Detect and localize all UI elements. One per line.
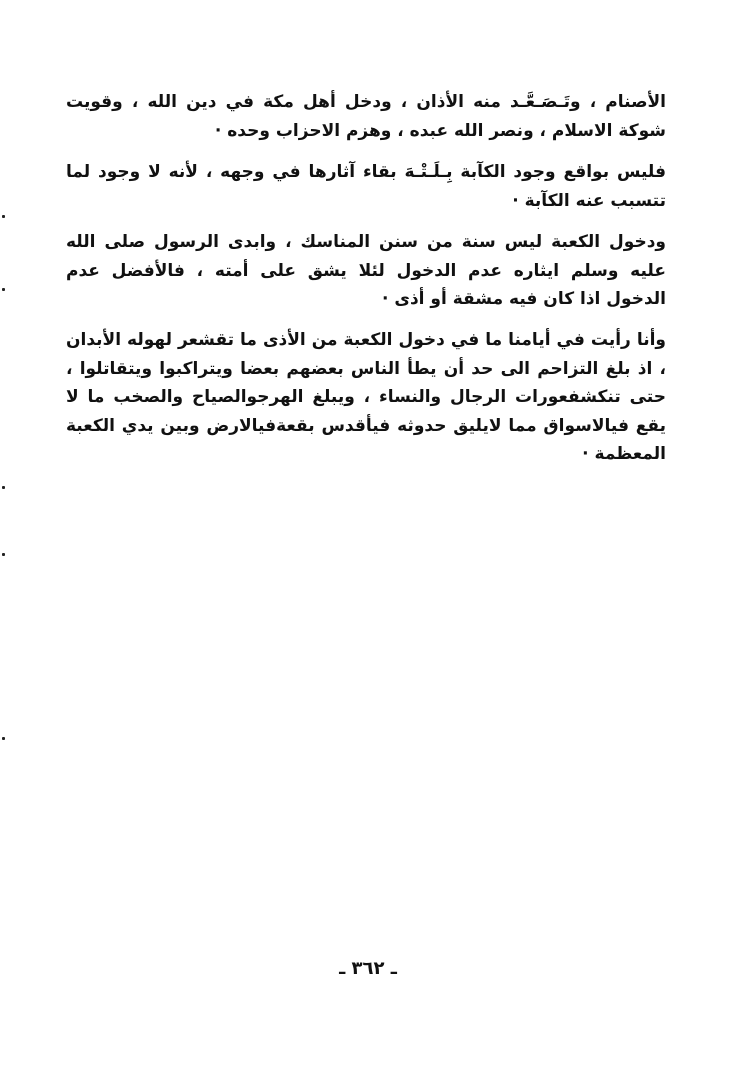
scan-artifact [2,553,5,556]
scan-artifact [2,486,5,489]
scan-artifact [2,737,5,740]
paragraph-3: ودخول الكعبة ليس سنة من سنن المناسك ، وابدى الرسول صلى الله عليه وسلم ايثاره عدم الدخول لئلا يشق على أمته ، فالأفضل عدم الدخول اذا كان فيه مشقة أو أذى · [66,232,666,309]
paragraph-2: فليس بواقع وجود الكآبة بِـلَـتْـهَ بقاء آثارها في وجهه ، لأنه لا وجود لما تتسبب عنه الكآبة · [66,162,666,211]
page-number: ـ ٣٦٢ ـ [339,958,397,979]
scan-artifact [2,288,5,291]
scan-artifact [2,215,5,218]
paragraph-1: الأصنام ، وتَـصَـعَّـد منه الأذان ، ودخل أهل مكة في دين الله ، وقويت شوكة الاسلام ، ونصر الله عبده ، وهزم الاحزاب وحده · [66,92,666,141]
paragraph-4: وأنا رأيت في أيامنا ما في دخول الكعبة من الأذى ما تقشعر لهوله الأبدان ، اذ بلغ التزاحم الى حد أن يطأ الناس بعضهم بعضا ويتراكبوا ويتقاتلوا ، حتى تنكشفعورات الرجال والنساء ، ويبلغ الهرجوالصياح والصخب ما لا يقع فيالاسواق مما لايليق حدوثه فيأقدس بقعةفيالارض وبين يدي الكعبة المعظمة · [66,330,666,464]
